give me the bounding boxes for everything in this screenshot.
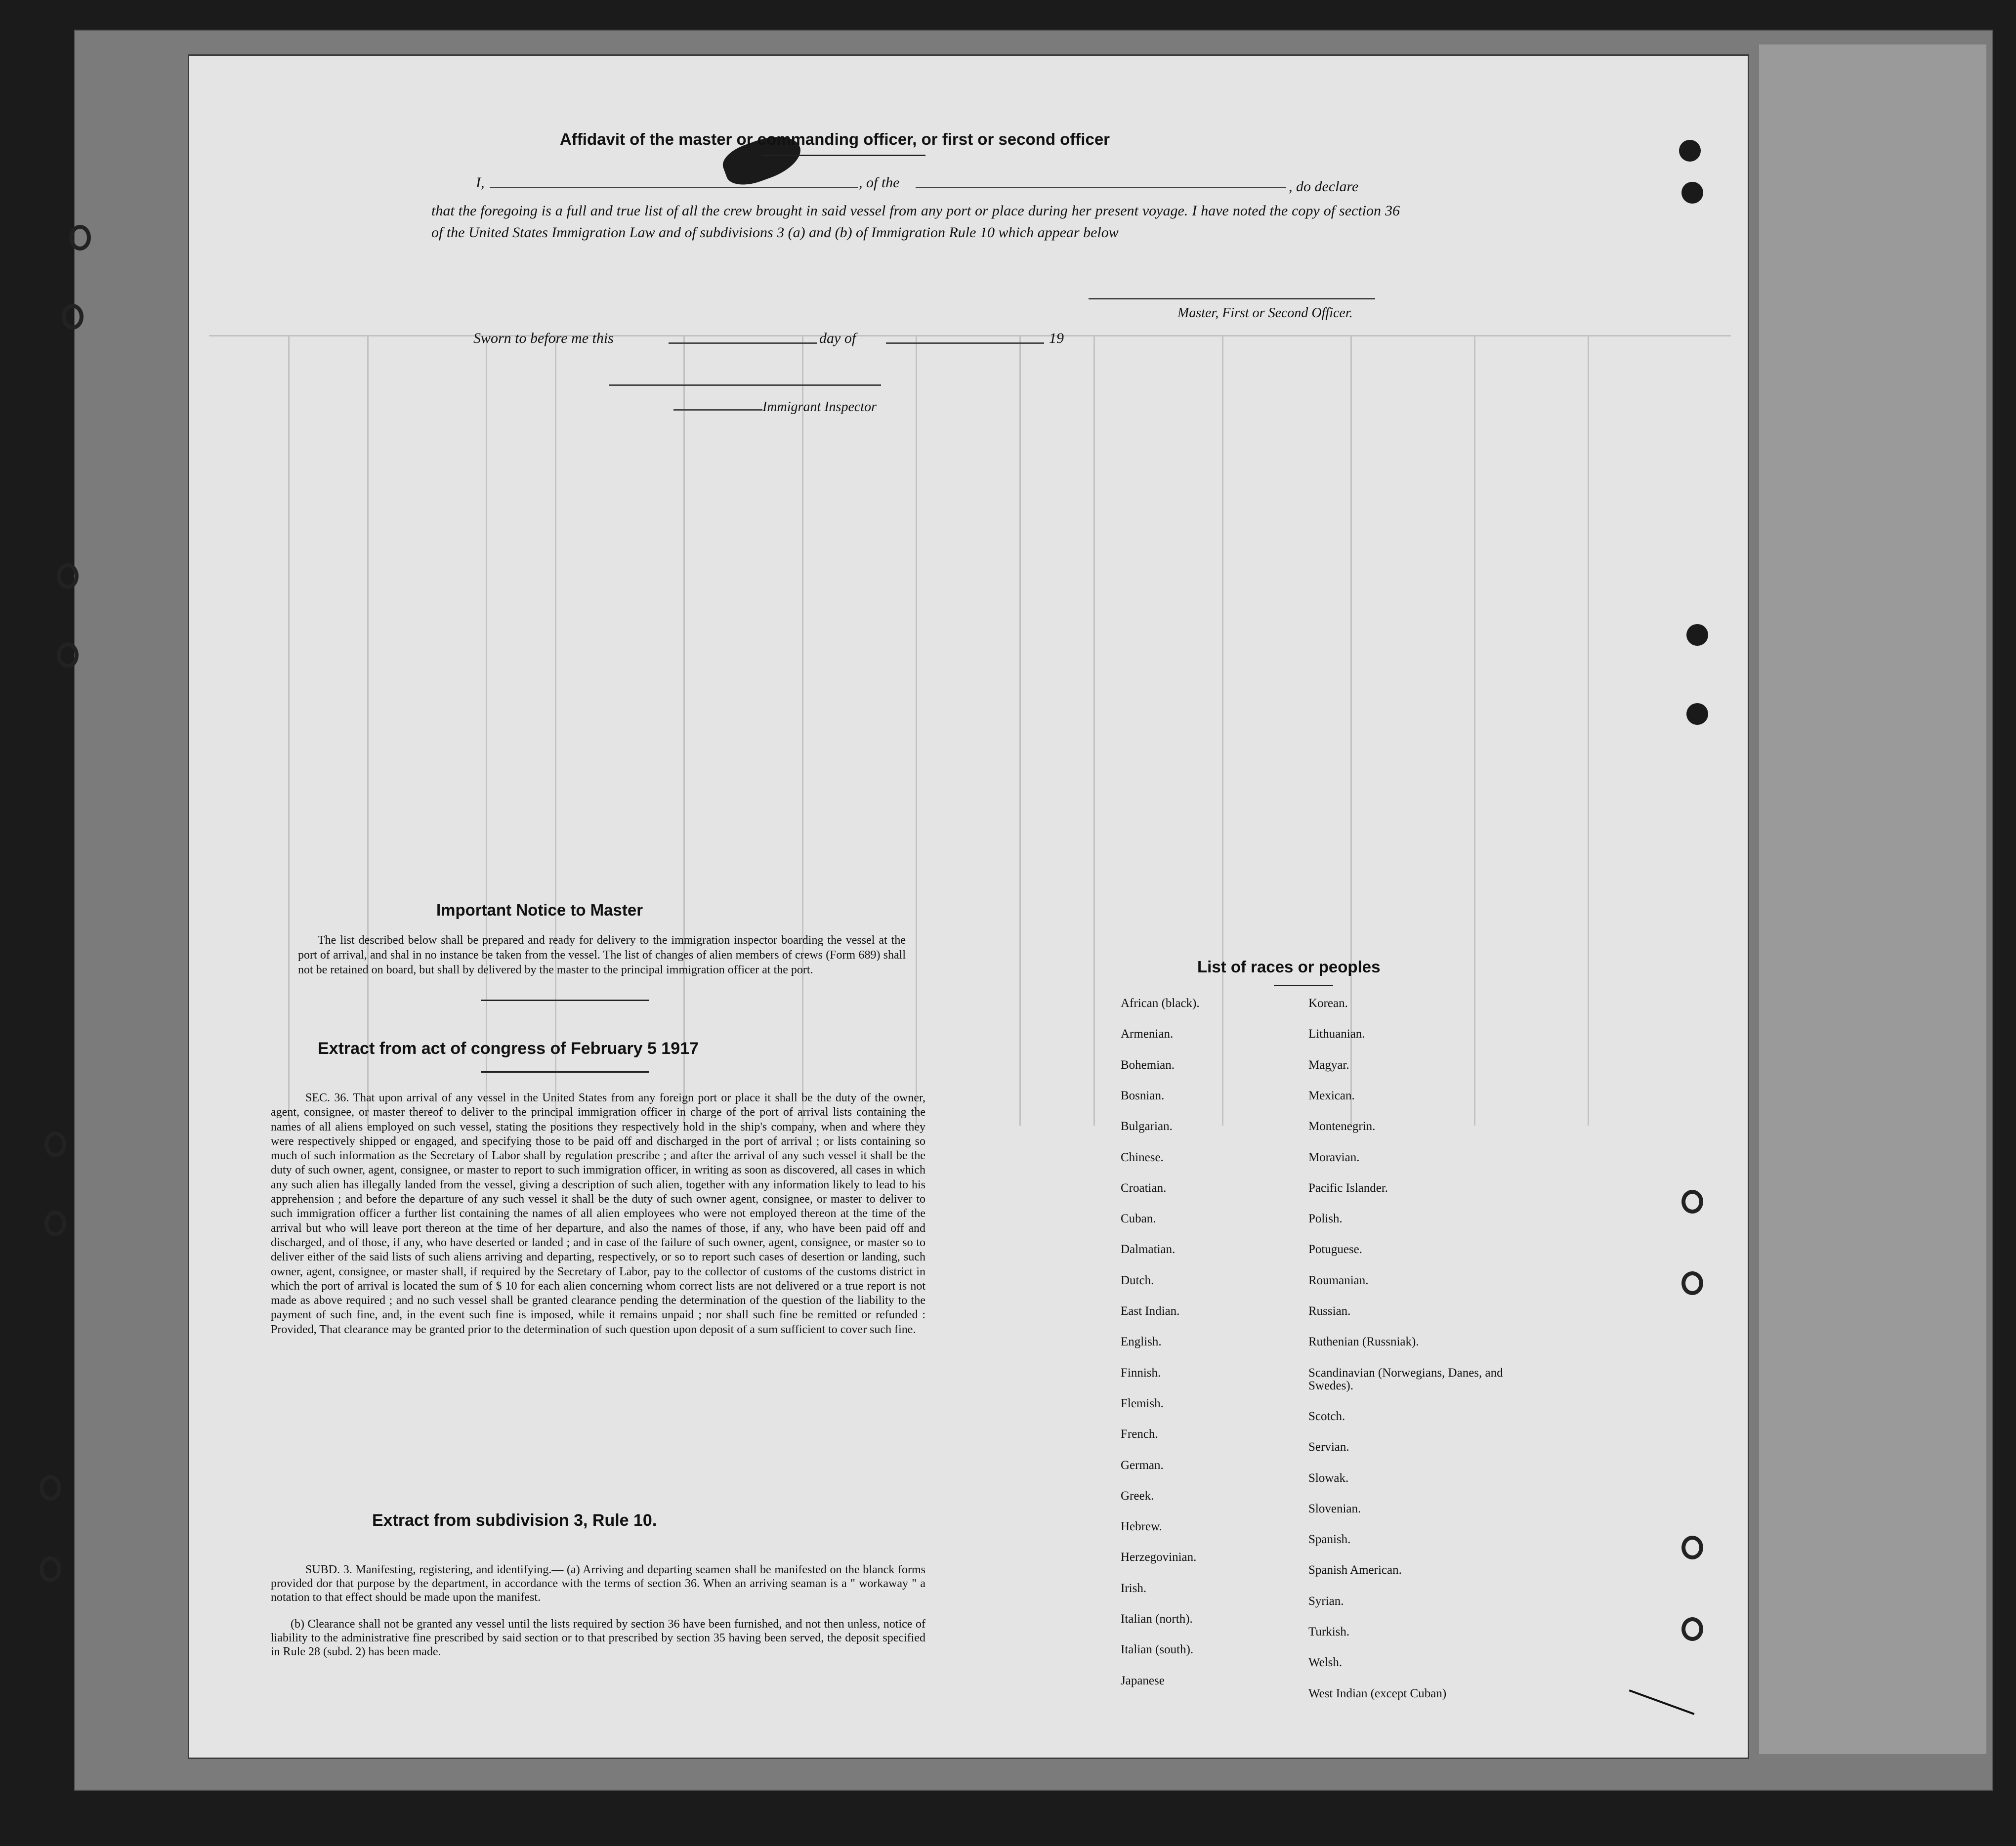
heading-rule <box>762 155 925 156</box>
corner-mark <box>1629 1689 1695 1715</box>
race-entry: Spanish American. <box>1308 1563 1402 1577</box>
act-heading: Extract from act of congress of February 5 1917 <box>318 1039 699 1058</box>
sworn-month-blank[interactable] <box>886 342 1044 344</box>
race-entry: West Indian (except Cuban) <box>1308 1686 1447 1700</box>
notice-body: The list described below shall be prepared and ready for delivery to the immigration inspector boarding the vessel at the port of arrival, and shal in no instance be taken from the vessel. The list of changes of alien members of crews (Form 689) shall not be retained on board, but shall by delivered by the master to the principal immigration officer at the port. <box>298 934 906 976</box>
race-entry: African (black). <box>1121 997 1200 1010</box>
notice-heading: Important Notice to Master <box>436 901 643 919</box>
master-signature-label: Master, First or Second Officer. <box>1177 305 1353 321</box>
binder-hole <box>40 1475 61 1501</box>
rule-para-b: (b) Clearance shall not be granted any vessel until the lists required by section 36 have been furnished, and not then unless, notice of liability to the administrative fine prescribed by said section or to that prescribed by section 35 having been served, the deposit specified in Rule 28 (subd. 2) has been made. <box>271 1618 925 1658</box>
binder-hole <box>57 563 79 589</box>
race-entry: Japanese <box>1121 1674 1165 1687</box>
binder-hole <box>1686 703 1708 725</box>
sworn-day-blank[interactable] <box>669 342 817 344</box>
act-top-rule <box>481 1000 649 1001</box>
sworn-day-of: day of <box>819 330 856 346</box>
race-entry: Finnish. <box>1121 1366 1161 1380</box>
race-entry: Dalmatian. <box>1121 1243 1176 1257</box>
races-heading-rule <box>1274 985 1333 986</box>
race-entry: Italian (north). <box>1121 1612 1193 1626</box>
inspector-signature-line[interactable] <box>609 384 881 386</box>
race-entry: Dutch. <box>1121 1273 1154 1287</box>
underlying-sheet-edge <box>1759 44 1986 1754</box>
race-entry: Hebrew. <box>1121 1520 1162 1534</box>
race-entry: Slovenian. <box>1308 1502 1361 1515</box>
binder-hole <box>1686 624 1708 646</box>
act-section-36: SEC. 36. That upon arrival of any vessel in the United States from any foreign port or place it shall be the duty of the owner, agent, consignee, or master thereof to deliver to the principal immigration officer in charge of the port of arrival lists containing the names of all aliens employed on such vessel, stating the positions they respectively hold in the ship's company, when and where they were respectively shipped or engaged, and specifying those to be paid off and discharged in the port of arrival ; or lists containing so much of such information as the Secretary of Labor shall by regulation prescribe ; and after the arrival of any such vessel it shall be the duty of such owner, agent, consignee, or master to report to such immigration officer, in writing as soon as discovered, all cases in which any such alien has illegally landed from the vessel, giving a description of such alien, together with any information likely to lead to his apprehension ; and before the departure of any such vessel it shall be the duty of such owner agent, consignee, or master to deliver to such immigration officer a further list containing the names of all alien employees who were not employed thereon at the time of the arrival but who will leave port thereon at the time of her departure, and also the names of those, if any, who have been paid off and discharged, and of those, if any, who have deserted or landed ; and in case of the failure of such owner, agent, consignee, or master so to deliver either of the said lists of such aliens arriving and departing, respectively, or so to report such cases of desertion or landing, such owner, agent, consignee, or master shall, if required by the Secretary of Labor, pay to the collector of customs of the customs district in which the port of arrival is located the sum of $ 10 for each alien concerning whom correct lists are not delivered or a true report is not made as above required ; and no such vessel shall be granted clearance pending the determination of the question of the liability to the payment of such fine, and, in the event such fine is imposed, while it remains unpaid ; nor shall such fine be remitted or refunded : Provided, That clearance may be granted prior to the determination of such question upon deposit of a sum sufficient to cover such fine. <box>271 1091 925 1336</box>
inspector-short-line[interactable] <box>673 409 762 411</box>
race-entry: Korean. <box>1308 997 1348 1010</box>
race-entry: English. <box>1121 1335 1162 1349</box>
affidavit-body: that the foregoing is a full and true list of all the crew brought in said vessel from any port or place during her present voyage. I have noted the copy of section 36 of the United States Immigration Law and of subdivisions 3 (a) and (b) of Immigration Rule 10 which appear below <box>431 203 1400 241</box>
race-entry: Spanish. <box>1308 1533 1351 1547</box>
race-entry: French. <box>1121 1427 1158 1441</box>
binder-hole <box>40 1556 61 1582</box>
race-entry: Turkish. <box>1308 1625 1350 1638</box>
binder-hole <box>1681 1190 1703 1214</box>
binder-hole <box>1681 1536 1703 1559</box>
race-entry: Irish. <box>1121 1581 1147 1595</box>
race-entry: Welsh. <box>1308 1656 1343 1670</box>
document-page <box>188 54 1749 1759</box>
master-signature-line[interactable] <box>1089 298 1375 299</box>
affidavit-declare: , do declare <box>1289 178 1359 195</box>
act-bottom-rule <box>481 1071 649 1073</box>
race-entry: Mexican. <box>1308 1089 1355 1102</box>
sworn-prefix: Sworn to before me this <box>473 330 614 346</box>
race-entry: Greek. <box>1121 1489 1154 1503</box>
affidavit-i: I, <box>476 174 485 191</box>
race-entry: Bulgarian. <box>1121 1120 1173 1133</box>
race-entry: Chinese. <box>1121 1150 1164 1164</box>
race-entry: Servian. <box>1308 1440 1349 1454</box>
race-entry: Armenian. <box>1121 1027 1174 1041</box>
race-entry: Pacific Islander. <box>1308 1181 1388 1195</box>
race-entry: Flemish. <box>1121 1396 1164 1410</box>
binder-hole <box>69 225 91 251</box>
binder-hole <box>1681 1271 1703 1295</box>
race-entry: Magyar. <box>1308 1058 1349 1072</box>
race-entry: Russian. <box>1308 1304 1351 1318</box>
binder-hole <box>57 642 79 668</box>
race-entry: Herzegovinian. <box>1121 1551 1197 1564</box>
race-entry: German. <box>1121 1458 1164 1472</box>
race-entry: Moravian. <box>1308 1150 1360 1164</box>
race-entry: Scandinavian (Norwegians, Danes, and Swedes). <box>1308 1366 1503 1392</box>
sworn-year: 19 <box>1049 330 1064 346</box>
affidavit-of-the: , of the <box>859 174 900 191</box>
binder-hole <box>62 304 84 330</box>
race-entry: Slowak. <box>1308 1471 1349 1485</box>
race-entry: Lithuanian. <box>1308 1027 1365 1041</box>
binder-hole <box>1681 182 1703 204</box>
race-entry: Montenegrin. <box>1308 1120 1376 1133</box>
race-entry: Ruthenian (Russniak). <box>1308 1335 1419 1349</box>
race-entry: Syrian. <box>1308 1594 1344 1608</box>
race-entry: Italian (south). <box>1121 1643 1194 1657</box>
races-heading: List of races or peoples <box>1197 958 1381 976</box>
binder-hole <box>1681 1617 1703 1641</box>
race-entry: East Indian. <box>1121 1304 1180 1318</box>
binder-hole <box>44 1132 66 1157</box>
race-entry: Bosnian. <box>1121 1089 1165 1102</box>
race-entry: Roumanian. <box>1308 1273 1369 1287</box>
rule-para-a: SUBD. 3. Manifesting, registering, and identifying.— (a) Arriving and departing seamen shall be manifested on the blanck forms provided dor that purpose by the department, in accordance with the terms of section 36. When an arriving seaman is a " workaway " a notation to that effect should be made upon the manifest. <box>271 1563 925 1604</box>
race-entry: Bohemian. <box>1121 1058 1175 1072</box>
binder-hole <box>44 1211 66 1236</box>
race-entry: Cuban. <box>1121 1212 1156 1226</box>
race-entry: Potuguese. <box>1308 1243 1363 1257</box>
vessel-blank[interactable] <box>916 187 1286 188</box>
race-entry: Polish. <box>1308 1212 1343 1226</box>
binder-hole <box>1679 140 1701 162</box>
race-entry: Croatian. <box>1121 1181 1167 1195</box>
rule-heading: Extract from subdivision 3, Rule 10. <box>372 1511 657 1530</box>
affidavit-heading: Affidavit of the master or commanding officer, or first or second officer <box>560 130 1110 148</box>
race-entry: Scotch. <box>1308 1409 1345 1423</box>
inspector-label: Immigrant Inspector <box>762 399 877 415</box>
name-blank[interactable] <box>490 187 858 188</box>
